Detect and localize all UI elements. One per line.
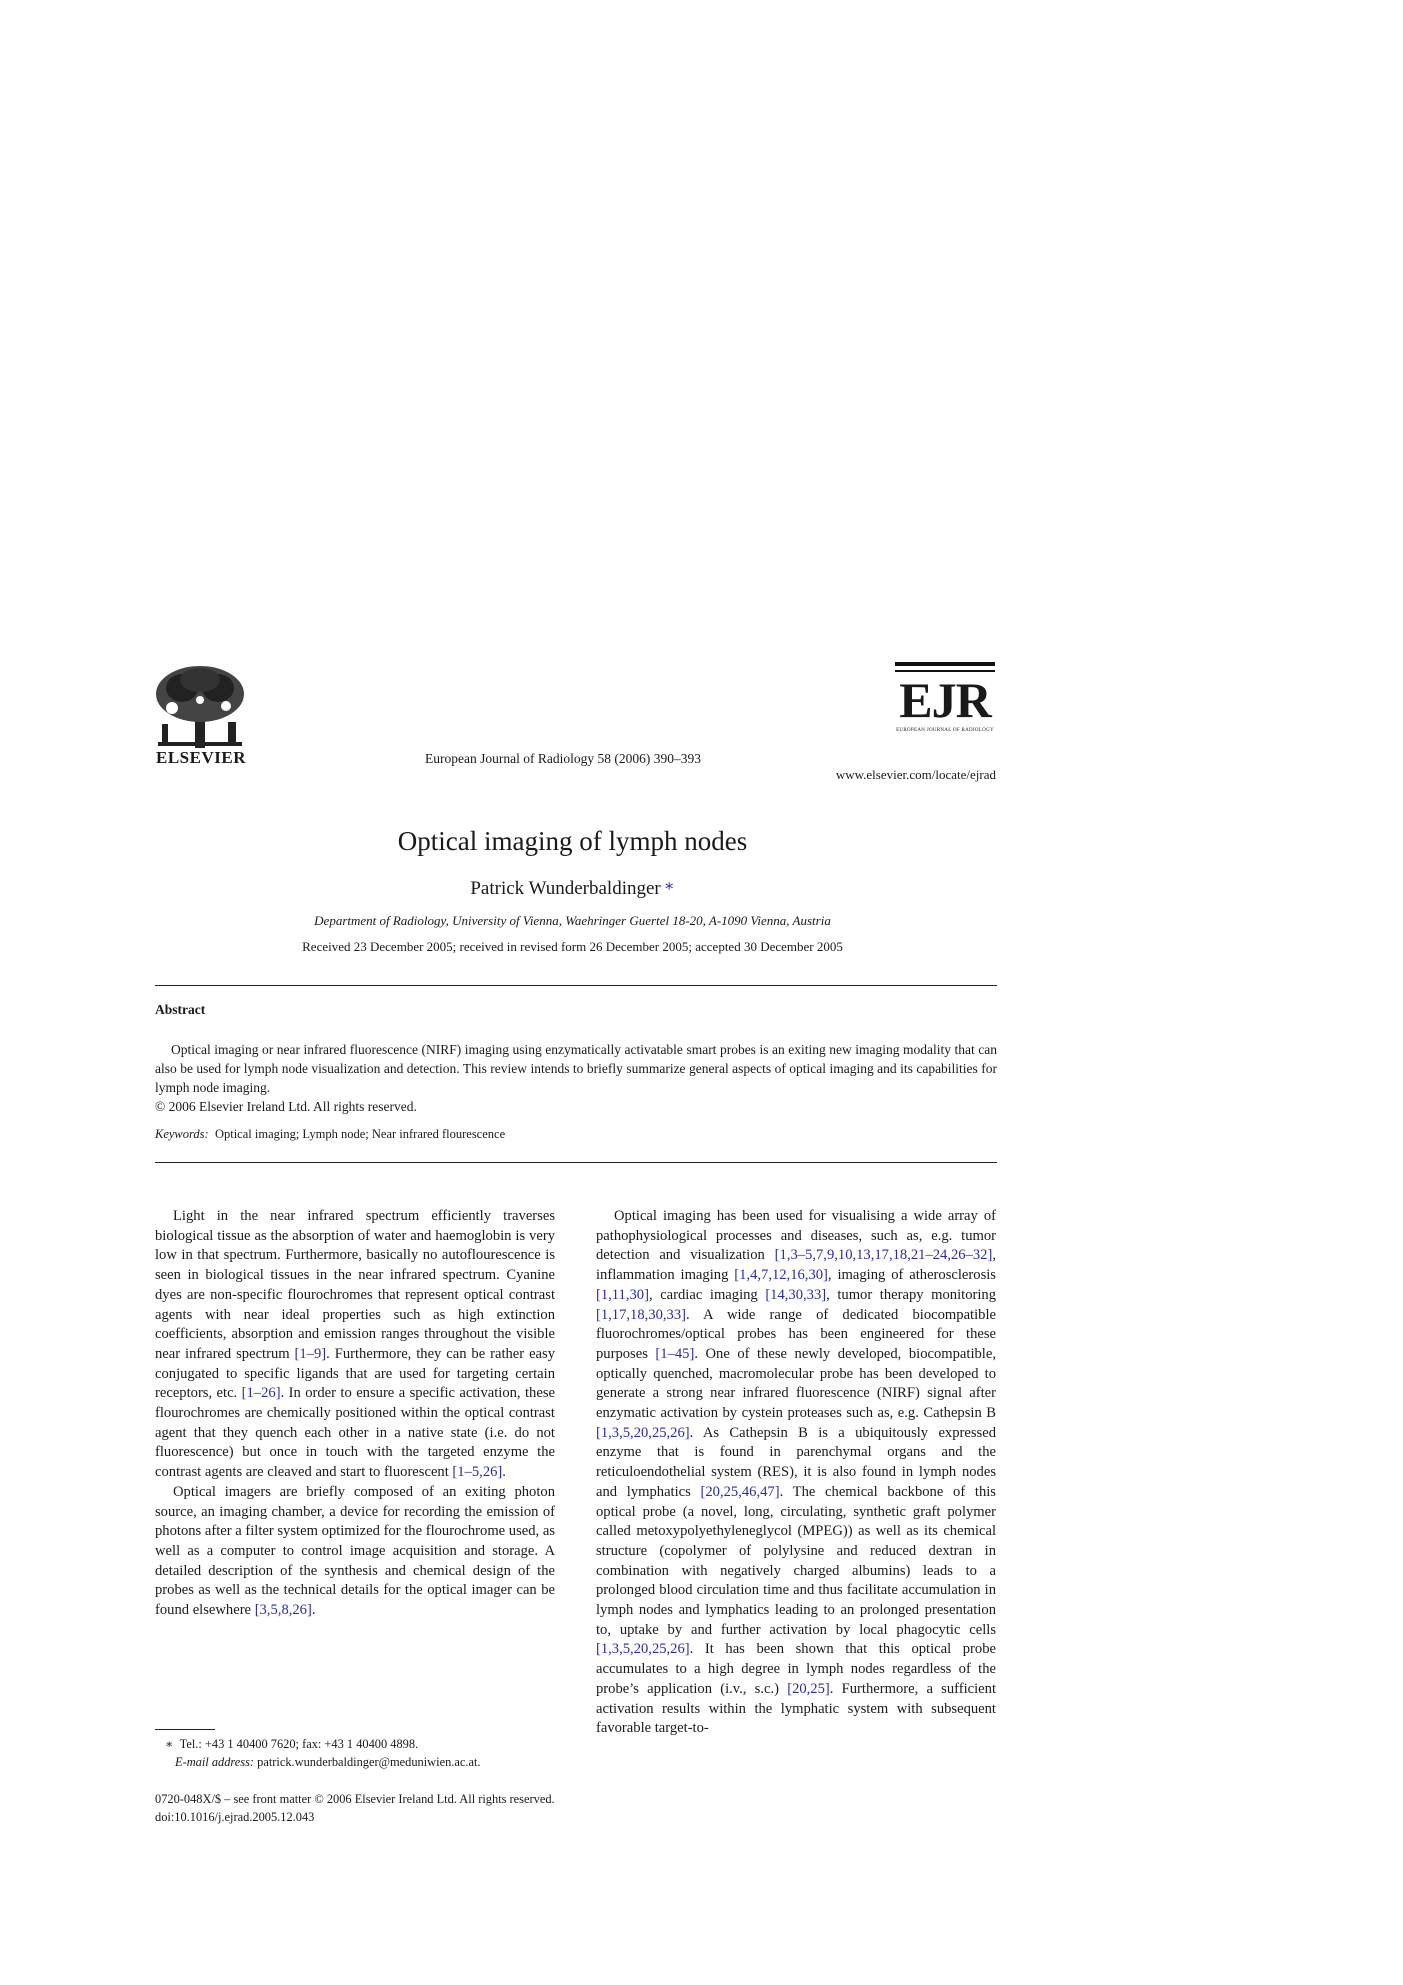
abstract-body bbox=[155, 1040, 997, 1116]
footnote-rule bbox=[155, 1729, 215, 1730]
body-text: . A wide range of dedicated biocompatible fluorochromes/optical probes has been engineered for these purposes bbox=[596, 1306, 996, 1362]
body-paragraph bbox=[155, 1207, 555, 1483]
body-text: . bbox=[311, 1602, 316, 1619]
citation-link[interactable]: [1,17,18,30,33] bbox=[596, 1306, 686, 1323]
abstract-paragraph: Optical imaging or near infrared fluorescence (NIRF) imaging using enzymatically activatable smart probes is an exiting new imaging modality that can also be used for lymph node visualization and detection. This review intends to briefly summarize general aspects of optical imaging and its capabilities for lymph node imaging. bbox=[155, 1042, 997, 1095]
publisher-name: ELSEVIER bbox=[156, 748, 246, 767]
page-footer bbox=[155, 1790, 755, 1826]
body-text: , cardiac imaging bbox=[648, 1286, 766, 1303]
body-text: . As Cathepsin B is a ubiquitously expressed enzyme that is found in parenchymal organs and the reticuloendothelial system (RES), it is also found in lymph nodes and lymphatics bbox=[596, 1424, 996, 1500]
author-affiliation: Department of Radiology, University of Vienna, Waehringer Guertel 18-20, A-1090 Vienna, Austria bbox=[314, 913, 831, 928]
body-paragraph bbox=[596, 1207, 996, 1739]
abstract-bottom-rule bbox=[155, 1162, 997, 1163]
body-text: , imaging of atherosclerosis bbox=[827, 1267, 996, 1284]
footnote-mark: ∗ bbox=[165, 1737, 174, 1751]
citation-link[interactable]: [1–45] bbox=[655, 1345, 695, 1362]
body-text: , inflammation imaging bbox=[596, 1247, 996, 1284]
email-label: E-mail address: bbox=[175, 1755, 255, 1769]
author-footnote-mark[interactable]: ∗ bbox=[663, 878, 675, 895]
citation-link[interactable]: [1,3,5,20,25,26] bbox=[596, 1424, 690, 1441]
citation-link[interactable]: [3,5,8,26] bbox=[254, 1602, 312, 1619]
keywords-label: Keywords: bbox=[155, 1127, 209, 1141]
author-name: Patrick Wunderbaldinger bbox=[470, 878, 661, 899]
citation-link[interactable]: [1–9] bbox=[294, 1345, 327, 1362]
citation-link[interactable]: [1,11,30] bbox=[596, 1286, 649, 1303]
article-title: Optical imaging of lymph nodes bbox=[397, 826, 748, 856]
citation-link[interactable]: [20,25] bbox=[787, 1680, 830, 1697]
citation-link[interactable]: [1–5,26] bbox=[452, 1464, 503, 1481]
abstract-copyright: © 2006 Elsevier Ireland Ltd. All rights reserved. bbox=[155, 1099, 417, 1114]
body-text: Optical imagers are briefly composed of an exiting photon source, an imaging chamber, a device for recording the emission of photons after a filter system optimized for the flourochrome used, as well as a computer to control image acquisition and storage. A detailed description of the synthesis and chemical design of the probes as well as the technical details for the optical imager can be found elsewhere bbox=[155, 1483, 555, 1619]
citation-link[interactable]: [1–26] bbox=[241, 1385, 281, 1402]
body-text: . bbox=[502, 1464, 506, 1481]
body-text: . Furthermore, a sufficient activation results within the lymphatic system with subsequent favorable target-to- bbox=[596, 1680, 996, 1737]
body-text: , tumor therapy monitoring bbox=[826, 1286, 996, 1303]
body-paragraph bbox=[155, 1483, 555, 1621]
abstract-top-rule bbox=[155, 985, 997, 986]
body-text: . One of these newly developed, biocompatible, optically quenched, macromolecular probe has been developed to generate a strong near infrared fluorescence (NIRF) signal after enzymatic activation by cystein proteases such as, e.g. Cathepsin B bbox=[596, 1345, 996, 1422]
body-column-right bbox=[596, 1207, 996, 1739]
author-line bbox=[0, 876, 1145, 900]
elsevier-tree-logo bbox=[152, 664, 248, 756]
citation-link[interactable]: [1,4,7,12,16,30] bbox=[734, 1267, 828, 1284]
journal-url[interactable]: www.elsevier.com/locate/ejrad bbox=[835, 767, 996, 782]
body-text: Optical imaging has been used for visualising a wide array of pathophysiological processes and diseases, such as, e.g. tumor detection and visualization bbox=[596, 1208, 996, 1264]
ejr-logo-rule bbox=[895, 662, 995, 666]
front-matter-line: 0720-048X/$ – see front matter © 2006 Elsevier Ireland Ltd. All rights reserved. bbox=[155, 1792, 555, 1806]
footnote-contact-line bbox=[155, 1735, 555, 1753]
journal-logo: EJR bbox=[899, 672, 991, 728]
citation-link[interactable]: [20,25,46,47] bbox=[700, 1483, 780, 1500]
body-text: Light in the near infrared spectrum efficiently traverses biological tissue as the absorption of water and haemoglobin is very low in that spectrum. Furthermore, basically no autoflourescence is seen in biological tissues in the near infrared spectrum. Cyanine dyes are non-specific flourochromes that represent optical contrast agents with near ideal properties such as high extinction coefficients, absorption and emission ranges throughout the visible near infrared spectrum bbox=[155, 1208, 555, 1362]
journal-citation: European Journal of Radiology 58 (2006) 390–393 bbox=[425, 751, 701, 766]
body-text: . In order to ensure a specific activation, these flourochromes are chemically positioned within the optical contrast agent that they quench each other in a native state (i.e. do not fluorescence) but once in touch with the targeted enzyme the contrast agents are cleaved and start to fluorescent bbox=[155, 1385, 555, 1481]
footnote-email-line bbox=[155, 1753, 555, 1771]
doi-line[interactable]: doi:10.1016/j.ejrad.2005.12.043 bbox=[155, 1810, 315, 1824]
body-text: . The chemical backbone of this optical probe (a novel, long, circulating, synthetic graft polymer called metoxypolyethyleneglycol (MPEG)) as well as its chemical structure (copolymer of polylysine and reduced dextran in combination with negatively charged albumins) leads to a prolonged blood circulation time and thus facilitate accumulation in lymph nodes and lymphatics leading to an prolonged presentation to, uptake by and further activation by local phagocytic cells bbox=[596, 1483, 996, 1638]
footnote-contact: Tel.: +43 1 40400 7620; fax: +43 1 40400 4898. bbox=[179, 1737, 419, 1751]
citation-link[interactable]: [1,3,5,20,25,26] bbox=[596, 1641, 690, 1658]
citation-link[interactable]: [1,3–5,7,9,10,13,17,18,21–24,26–32] bbox=[774, 1247, 993, 1264]
author-footnote bbox=[155, 1735, 555, 1771]
citation-link[interactable]: [14,30,33] bbox=[765, 1286, 827, 1303]
abstract-heading: Abstract bbox=[155, 1002, 206, 1017]
journal-logo-subtitle: EUROPEAN JOURNAL OF RADIOLOGY bbox=[896, 728, 994, 733]
article-history: Received 23 December 2005; received in revised form 26 December 2005; accepted 30 December 2005 bbox=[302, 939, 843, 954]
email-address[interactable]: patrick.wunderbaldinger@meduniwien.ac.at. bbox=[257, 1755, 481, 1769]
body-text: . It has been shown that this optical probe accumulates to a high degree in lymph nodes regardless of the probe’s application (i.v., s.c.) bbox=[596, 1641, 996, 1697]
body-column-left bbox=[155, 1207, 555, 1621]
keywords bbox=[155, 1127, 505, 1142]
keywords-list: Optical imaging; Lymph node; Near infrared flourescence bbox=[214, 1127, 506, 1141]
body-text: . Furthermore, they can be rather easy conjugated to specific ligands that are used for targeting certain receptors, etc. bbox=[155, 1345, 555, 1402]
